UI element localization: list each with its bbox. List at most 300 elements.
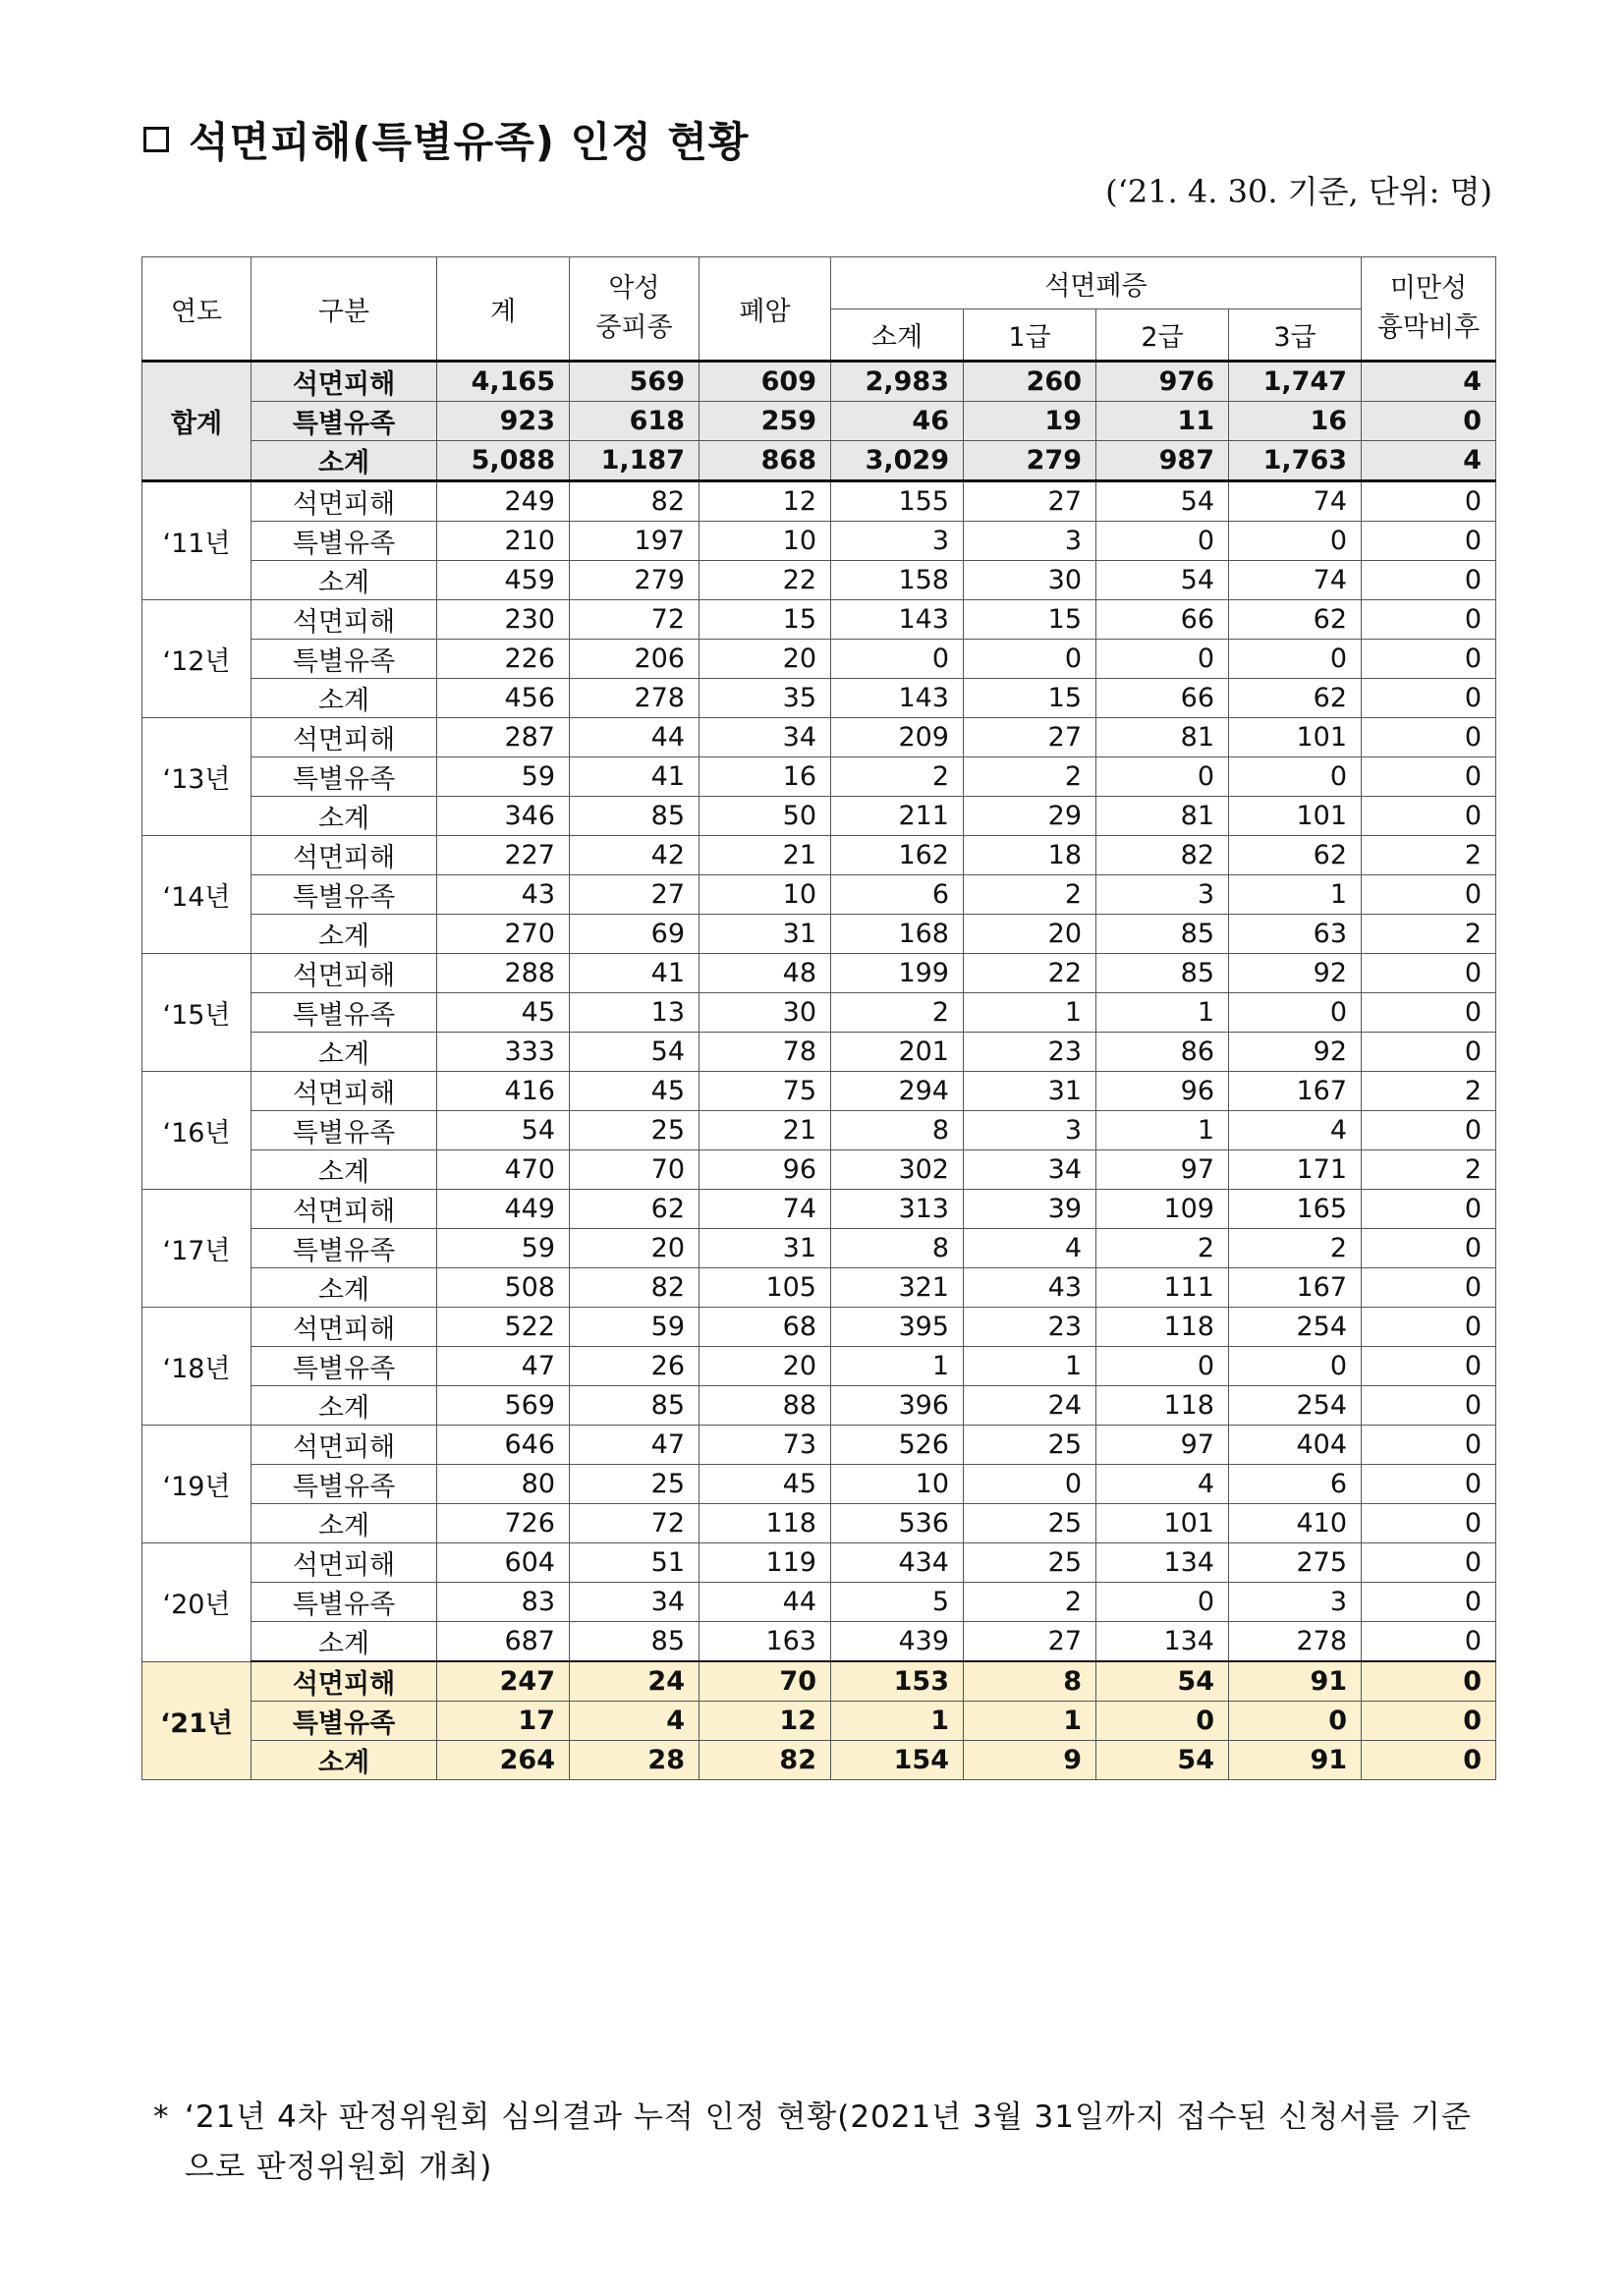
value-cell: 536 <box>831 1504 964 1543</box>
value-cell: 15 <box>700 600 831 640</box>
year-cell: ‘12년 <box>142 600 252 718</box>
year-cell: ‘11년 <box>142 481 252 600</box>
value-cell: 618 <box>570 402 700 441</box>
value-cell: 604 <box>437 1543 570 1583</box>
value-cell: 249 <box>437 481 570 522</box>
value-cell: 0 <box>1362 1741 1496 1780</box>
value-cell: 39 <box>964 1190 1096 1229</box>
value-cell: 4 <box>1362 362 1496 402</box>
header-grade-3: 3급 <box>1229 309 1362 362</box>
value-cell: 31 <box>964 1072 1096 1111</box>
value-cell: 254 <box>1229 1386 1362 1426</box>
value-cell: 62 <box>1229 600 1362 640</box>
category-cell: 특별유족 <box>252 402 437 441</box>
value-cell: 54 <box>1096 561 1229 600</box>
table-row <box>142 561 1496 600</box>
value-cell: 48 <box>700 954 831 993</box>
value-cell: 279 <box>570 561 700 600</box>
value-cell: 294 <box>831 1072 964 1111</box>
category-cell: 특별유족 <box>252 875 437 915</box>
table-row <box>142 1229 1496 1268</box>
value-cell: 313 <box>831 1190 964 1229</box>
value-cell: 1 <box>831 1347 964 1386</box>
value-cell: 92 <box>1229 1033 1362 1072</box>
value-cell: 25 <box>570 1465 700 1504</box>
value-cell: 143 <box>831 679 964 718</box>
value-cell: 0 <box>1362 402 1496 441</box>
category-cell: 소계 <box>252 1268 437 1308</box>
value-cell: 109 <box>1096 1190 1229 1229</box>
value-cell: 0 <box>1229 993 1362 1033</box>
value-cell: 111 <box>1096 1268 1229 1308</box>
value-cell: 0 <box>1229 1347 1362 1386</box>
value-cell: 10 <box>700 522 831 561</box>
value-cell: 81 <box>1096 797 1229 836</box>
year-cell: ‘13년 <box>142 718 252 836</box>
value-cell: 12 <box>700 481 831 522</box>
value-cell: 47 <box>437 1347 570 1386</box>
value-cell: 44 <box>570 718 700 757</box>
value-cell: 2 <box>1362 836 1496 875</box>
value-cell: 226 <box>437 640 570 679</box>
value-cell: 4 <box>1096 1465 1229 1504</box>
unit-note: (‘21. 4. 30. 기준, 단위: 명) <box>1105 173 1492 210</box>
value-cell: 0 <box>1229 757 1362 797</box>
value-cell: 10 <box>700 875 831 915</box>
value-cell: 97 <box>1096 1150 1229 1190</box>
value-cell: 2 <box>1362 1072 1496 1111</box>
value-cell: 31 <box>700 915 831 954</box>
value-cell: 25 <box>964 1504 1096 1543</box>
category-cell: 소계 <box>252 1386 437 1426</box>
value-cell: 646 <box>437 1426 570 1465</box>
value-cell: 395 <box>831 1308 964 1347</box>
value-cell: 82 <box>570 1268 700 1308</box>
table-row <box>142 1111 1496 1150</box>
category-cell: 소계 <box>252 1150 437 1190</box>
value-cell: 27 <box>570 875 700 915</box>
value-cell: 4 <box>570 1702 700 1741</box>
value-cell: 8 <box>831 1111 964 1150</box>
value-cell: 287 <box>437 718 570 757</box>
value-cell: 162 <box>831 836 964 875</box>
table-row <box>142 679 1496 718</box>
value-cell: 86 <box>1096 1033 1229 1072</box>
value-cell: 199 <box>831 954 964 993</box>
value-cell: 1,187 <box>570 441 700 481</box>
value-cell: 0 <box>1096 1583 1229 1622</box>
value-cell: 62 <box>570 1190 700 1229</box>
value-cell: 0 <box>1096 640 1229 679</box>
value-cell: 22 <box>700 561 831 600</box>
category-cell: 소계 <box>252 1033 437 1072</box>
value-cell: 66 <box>1096 600 1229 640</box>
value-cell: 18 <box>964 836 1096 875</box>
value-cell: 5 <box>831 1583 964 1622</box>
value-cell: 85 <box>1096 915 1229 954</box>
value-cell: 20 <box>570 1229 700 1268</box>
value-cell: 0 <box>1362 1543 1496 1583</box>
value-cell: 25 <box>570 1111 700 1150</box>
value-cell: 0 <box>1362 679 1496 718</box>
year-cell: ‘20년 <box>142 1543 252 1662</box>
value-cell: 687 <box>437 1622 570 1662</box>
value-cell: 1 <box>831 1702 964 1741</box>
value-cell: 72 <box>570 1504 700 1543</box>
value-cell: 47 <box>570 1426 700 1465</box>
category-cell: 특별유족 <box>252 1229 437 1268</box>
value-cell: 1 <box>964 1347 1096 1386</box>
value-cell: 82 <box>570 481 700 522</box>
category-cell: 석면피해 <box>252 836 437 875</box>
value-cell: 987 <box>1096 441 1229 481</box>
value-cell: 73 <box>700 1426 831 1465</box>
value-cell: 153 <box>831 1661 964 1702</box>
value-cell: 20 <box>700 640 831 679</box>
value-cell: 30 <box>700 993 831 1033</box>
category-cell: 특별유족 <box>252 640 437 679</box>
table-body <box>142 362 1496 1780</box>
value-cell: 70 <box>700 1661 831 1702</box>
value-cell: 2 <box>1362 1150 1496 1190</box>
table-row <box>142 1661 1496 1702</box>
category-cell: 석면피해 <box>252 600 437 640</box>
value-cell: 81 <box>1096 718 1229 757</box>
value-cell: 66 <box>1096 679 1229 718</box>
value-cell: 2 <box>1229 1229 1362 1268</box>
value-cell: 44 <box>700 1583 831 1622</box>
value-cell: 74 <box>1229 561 1362 600</box>
header-pleural-thickening: 미만성 흉막비후 <box>1362 257 1496 362</box>
category-cell: 특별유족 <box>252 1702 437 1741</box>
value-cell: 0 <box>1362 954 1496 993</box>
value-cell: 302 <box>831 1150 964 1190</box>
value-cell: 4 <box>964 1229 1096 1268</box>
value-cell: 260 <box>964 362 1096 402</box>
value-cell: 13 <box>570 993 700 1033</box>
value-cell: 0 <box>1229 522 1362 561</box>
value-cell: 171 <box>1229 1150 1362 1190</box>
table-row <box>142 1072 1496 1111</box>
value-cell: 0 <box>1362 1426 1496 1465</box>
value-cell: 270 <box>437 915 570 954</box>
category-cell: 석면피해 <box>252 1308 437 1347</box>
value-cell: 167 <box>1229 1268 1362 1308</box>
table-row <box>142 954 1496 993</box>
value-cell: 19 <box>964 402 1096 441</box>
value-cell: 101 <box>1229 718 1362 757</box>
value-cell: 15 <box>964 679 1096 718</box>
value-cell: 4,165 <box>437 362 570 402</box>
value-cell: 206 <box>570 640 700 679</box>
table-row <box>142 481 1496 522</box>
value-cell: 9 <box>964 1741 1096 1780</box>
value-cell: 2 <box>1362 915 1496 954</box>
category-cell: 소계 <box>252 561 437 600</box>
value-cell: 0 <box>1362 1702 1496 1741</box>
value-cell: 74 <box>700 1190 831 1229</box>
value-cell: 254 <box>1229 1308 1362 1347</box>
value-cell: 92 <box>1229 954 1362 993</box>
value-cell: 0 <box>1362 1386 1496 1426</box>
value-cell: 2 <box>831 757 964 797</box>
value-cell: 8 <box>964 1661 1096 1702</box>
header-year: 연도 <box>142 257 252 362</box>
value-cell: 3 <box>964 1111 1096 1150</box>
category-cell: 소계 <box>252 797 437 836</box>
value-cell: 25 <box>964 1543 1096 1583</box>
value-cell: 0 <box>1362 1465 1496 1504</box>
checkbox-square-icon <box>143 127 169 152</box>
table-row <box>142 1583 1496 1622</box>
table-row <box>142 757 1496 797</box>
value-cell: 3,029 <box>831 441 964 481</box>
value-cell: 0 <box>1229 640 1362 679</box>
value-cell: 0 <box>964 1465 1096 1504</box>
value-cell: 27 <box>964 1622 1096 1662</box>
value-cell: 34 <box>570 1583 700 1622</box>
value-cell: 288 <box>437 954 570 993</box>
value-cell: 0 <box>1362 1308 1496 1347</box>
year-cell: ‘16년 <box>142 1072 252 1190</box>
value-cell: 508 <box>437 1268 570 1308</box>
table-row <box>142 797 1496 836</box>
value-cell: 11 <box>1096 402 1229 441</box>
value-cell: 526 <box>831 1426 964 1465</box>
year-cell: ‘17년 <box>142 1190 252 1308</box>
category-cell: 석면피해 <box>252 481 437 522</box>
value-cell: 3 <box>1096 875 1229 915</box>
value-cell: 16 <box>1229 402 1362 441</box>
value-cell: 1 <box>964 993 1096 1033</box>
value-cell: 726 <box>437 1504 570 1543</box>
table-row <box>142 1622 1496 1662</box>
value-cell: 80 <box>437 1465 570 1504</box>
value-cell: 20 <box>964 915 1096 954</box>
table-row <box>142 1150 1496 1190</box>
value-cell: 0 <box>1096 522 1229 561</box>
value-cell: 10 <box>831 1465 964 1504</box>
value-cell: 118 <box>700 1504 831 1543</box>
value-cell: 278 <box>1229 1622 1362 1662</box>
footnote <box>153 2093 1499 2193</box>
table-row <box>142 1033 1496 1072</box>
value-cell: 230 <box>437 600 570 640</box>
value-cell: 20 <box>700 1347 831 1386</box>
value-cell: 868 <box>700 441 831 481</box>
value-cell: 43 <box>964 1268 1096 1308</box>
value-cell: 168 <box>831 915 964 954</box>
footnote-marker: * <box>153 2100 169 2135</box>
value-cell: 82 <box>700 1741 831 1780</box>
value-cell: 609 <box>700 362 831 402</box>
value-cell: 45 <box>570 1072 700 1111</box>
category-cell: 특별유족 <box>252 1465 437 1504</box>
header-total: 계 <box>437 257 570 362</box>
value-cell: 105 <box>700 1268 831 1308</box>
value-cell: 1 <box>1096 993 1229 1033</box>
value-cell: 118 <box>1096 1386 1229 1426</box>
value-cell: 75 <box>700 1072 831 1111</box>
value-cell: 5,088 <box>437 441 570 481</box>
value-cell: 209 <box>831 718 964 757</box>
value-cell: 0 <box>1362 1661 1496 1702</box>
value-cell: 35 <box>700 679 831 718</box>
value-cell: 0 <box>1362 640 1496 679</box>
value-cell: 210 <box>437 522 570 561</box>
value-cell: 346 <box>437 797 570 836</box>
value-cell: 2,983 <box>831 362 964 402</box>
year-cell: 합계 <box>142 362 252 481</box>
value-cell: 333 <box>437 1033 570 1072</box>
value-cell: 247 <box>437 1661 570 1702</box>
value-cell: 227 <box>437 836 570 875</box>
category-cell: 특별유족 <box>252 757 437 797</box>
value-cell: 16 <box>700 757 831 797</box>
table-row <box>142 718 1496 757</box>
value-cell: 143 <box>831 600 964 640</box>
table-row <box>142 1741 1496 1780</box>
value-cell: 59 <box>437 1229 570 1268</box>
value-cell: 2 <box>964 1583 1096 1622</box>
value-cell: 456 <box>437 679 570 718</box>
value-cell: 154 <box>831 1741 964 1780</box>
header-category: 구분 <box>252 257 437 362</box>
table-row <box>142 1190 1496 1229</box>
value-cell: 470 <box>437 1150 570 1190</box>
category-cell: 특별유족 <box>252 1583 437 1622</box>
table-row <box>142 522 1496 561</box>
value-cell: 416 <box>437 1072 570 1111</box>
year-cell: ‘14년 <box>142 836 252 954</box>
table-row <box>142 875 1496 915</box>
value-cell: 50 <box>700 797 831 836</box>
value-cell: 0 <box>1362 522 1496 561</box>
value-cell: 119 <box>700 1543 831 1583</box>
value-cell: 2 <box>964 757 1096 797</box>
value-cell: 0 <box>1362 797 1496 836</box>
value-cell: 923 <box>437 402 570 441</box>
value-cell: 24 <box>964 1386 1096 1426</box>
header-lung-cancer: 폐암 <box>700 257 831 362</box>
value-cell: 24 <box>570 1661 700 1702</box>
page-title <box>143 110 750 169</box>
value-cell: 1 <box>1229 875 1362 915</box>
value-cell: 2 <box>831 993 964 1033</box>
value-cell: 0 <box>831 640 964 679</box>
value-cell: 41 <box>570 757 700 797</box>
value-cell: 63 <box>1229 915 1362 954</box>
value-cell: 569 <box>570 362 700 402</box>
table-row <box>142 1702 1496 1741</box>
value-cell: 0 <box>1362 718 1496 757</box>
value-cell: 51 <box>570 1543 700 1583</box>
value-cell: 396 <box>831 1386 964 1426</box>
value-cell: 85 <box>1096 954 1229 993</box>
category-cell: 석면피해 <box>252 1661 437 1702</box>
value-cell: 275 <box>1229 1543 1362 1583</box>
value-cell: 3 <box>1229 1583 1362 1622</box>
value-cell: 1 <box>1096 1111 1229 1150</box>
category-cell: 특별유족 <box>252 993 437 1033</box>
table-row <box>142 1543 1496 1583</box>
table-row <box>142 600 1496 640</box>
table-row <box>142 402 1496 441</box>
table-row <box>142 1465 1496 1504</box>
category-cell: 소계 <box>252 1504 437 1543</box>
value-cell: 197 <box>570 522 700 561</box>
value-cell: 83 <box>437 1583 570 1622</box>
value-cell: 0 <box>1096 1347 1229 1386</box>
value-cell: 0 <box>1362 561 1496 600</box>
value-cell: 4 <box>1362 441 1496 481</box>
value-cell: 167 <box>1229 1072 1362 1111</box>
table-row <box>142 441 1496 481</box>
value-cell: 1 <box>964 1702 1096 1741</box>
header-asbestosis: 석면폐증 <box>831 257 1362 309</box>
recognition-table <box>141 256 1496 1780</box>
value-cell: 0 <box>1362 757 1496 797</box>
value-cell: 0 <box>1362 1504 1496 1543</box>
value-cell: 43 <box>437 875 570 915</box>
category-cell: 소계 <box>252 915 437 954</box>
value-cell: 27 <box>964 718 1096 757</box>
value-cell: 91 <box>1229 1661 1362 1702</box>
value-cell: 96 <box>1096 1072 1229 1111</box>
value-cell: 34 <box>964 1150 1096 1190</box>
table-row <box>142 993 1496 1033</box>
table-row <box>142 1308 1496 1347</box>
year-cell: ‘15년 <box>142 954 252 1072</box>
value-cell: 54 <box>1096 1661 1229 1702</box>
value-cell: 72 <box>570 600 700 640</box>
footnote-text: ‘21년 4차 판정위원회 심의결과 누적 인정 현황(2021년 3월 31일까지 접수된 신청서를 기준으로 판정위원회 개최) <box>185 2100 1472 2185</box>
value-cell: 0 <box>1362 1268 1496 1308</box>
table-row <box>142 1426 1496 1465</box>
value-cell: 8 <box>831 1229 964 1268</box>
value-cell: 12 <box>700 1702 831 1741</box>
value-cell: 82 <box>1096 836 1229 875</box>
value-cell: 45 <box>700 1465 831 1504</box>
value-cell: 439 <box>831 1622 964 1662</box>
value-cell: 17 <box>437 1702 570 1741</box>
value-cell: 85 <box>570 797 700 836</box>
value-cell: 22 <box>964 954 1096 993</box>
value-cell: 62 <box>1229 836 1362 875</box>
value-cell: 2 <box>964 875 1096 915</box>
value-cell: 78 <box>700 1033 831 1072</box>
table-row <box>142 1268 1496 1308</box>
value-cell: 42 <box>570 836 700 875</box>
value-cell: 15 <box>964 600 1096 640</box>
value-cell: 45 <box>437 993 570 1033</box>
value-cell: 0 <box>964 640 1096 679</box>
value-cell: 54 <box>1096 481 1229 522</box>
value-cell: 97 <box>1096 1426 1229 1465</box>
table-row <box>142 1347 1496 1386</box>
value-cell: 976 <box>1096 362 1229 402</box>
value-cell: 3 <box>831 522 964 561</box>
value-cell: 259 <box>700 402 831 441</box>
value-cell: 21 <box>700 836 831 875</box>
value-cell: 0 <box>1096 757 1229 797</box>
value-cell: 434 <box>831 1543 964 1583</box>
value-cell: 279 <box>964 441 1096 481</box>
value-cell: 0 <box>1362 1229 1496 1268</box>
value-cell: 158 <box>831 561 964 600</box>
value-cell: 59 <box>437 757 570 797</box>
table-row <box>142 1386 1496 1426</box>
